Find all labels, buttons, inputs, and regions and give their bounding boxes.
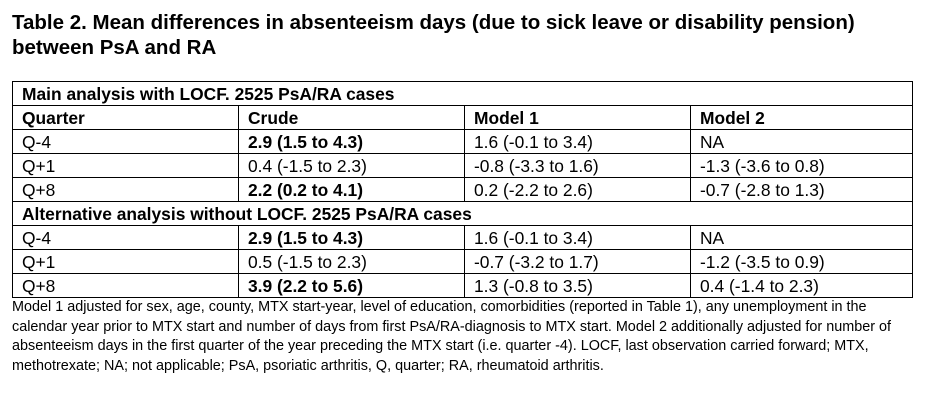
model1-cell: 1.6 (-0.1 to 3.4) bbox=[465, 130, 691, 154]
crude-cell: 2.9 (1.5 to 4.3) bbox=[239, 226, 465, 250]
model2-cell: 0.4 (-1.4 to 2.3) bbox=[691, 274, 913, 298]
crude-cell: 0.4 (-1.5 to 2.3) bbox=[239, 154, 465, 178]
section-heading: Main analysis with LOCF. 2525 PsA/RA cases bbox=[13, 82, 913, 106]
quarter-cell: Q+1 bbox=[13, 250, 239, 274]
quarter-cell: Q+8 bbox=[13, 274, 239, 298]
quarter-cell: Q+8 bbox=[13, 178, 239, 202]
column-header-quarter: Quarter bbox=[13, 106, 239, 130]
model1-cell: -0.8 (-3.3 to 1.6) bbox=[465, 154, 691, 178]
model2-cell: -0.7 (-2.8 to 1.3) bbox=[691, 178, 913, 202]
model1-cell: 1.6 (-0.1 to 3.4) bbox=[465, 226, 691, 250]
crude-cell: 0.5 (-1.5 to 2.3) bbox=[239, 250, 465, 274]
column-header-model2: Model 2 bbox=[691, 106, 913, 130]
table-row bbox=[13, 250, 913, 274]
model2-cell: -1.2 (-3.5 to 0.9) bbox=[691, 250, 913, 274]
results-table bbox=[12, 81, 913, 298]
crude-cell: 2.2 (0.2 to 4.1) bbox=[239, 178, 465, 202]
model1-cell: 1.3 (-0.8 to 3.5) bbox=[465, 274, 691, 298]
table-row bbox=[13, 274, 913, 298]
column-header-row bbox=[13, 106, 913, 130]
crude-cell: 3.9 (2.2 to 5.6) bbox=[239, 274, 465, 298]
section-heading-row bbox=[13, 202, 913, 226]
table-row bbox=[13, 154, 913, 178]
table-title: Table 2. Mean differences in absenteeism days (due to sick leave or disability pension) between PsA and RA bbox=[12, 11, 855, 59]
table-row bbox=[13, 226, 913, 250]
model2-cell: NA bbox=[691, 130, 913, 154]
model2-cell: NA bbox=[691, 226, 913, 250]
table-row bbox=[13, 130, 913, 154]
section-heading-row bbox=[13, 82, 913, 106]
model2-cell: -1.3 (-3.6 to 0.8) bbox=[691, 154, 913, 178]
quarter-cell: Q-4 bbox=[13, 130, 239, 154]
table-row bbox=[13, 178, 913, 202]
model1-cell: 0.2 (-2.2 to 2.6) bbox=[465, 178, 691, 202]
column-header-model1: Model 1 bbox=[465, 106, 691, 130]
model1-cell: -0.7 (-3.2 to 1.7) bbox=[465, 250, 691, 274]
column-header-crude: Crude bbox=[239, 106, 465, 130]
quarter-cell: Q-4 bbox=[13, 226, 239, 250]
table-footnote: Model 1 adjusted for sex, age, county, MTX start-year, level of education, comorbidities (reported in Table 1), any unemployment in the calendar year prior to MTX start and number of days from first PsA/RA-diagnosis to MTX start. Model 2 additionally adjusted for number of absenteeism days in the first quarter of the year preceding the MTX start (i.e. quarter -4). LOCF, last observation carried forward; MTX, methotrexate; NA; not applicable; PsA, psoriatic arthritis, Q, quarter; RA, rheumatoid arthritis. bbox=[12, 299, 892, 374]
section-heading: Alternative analysis without LOCF. 2525 PsA/RA cases bbox=[13, 202, 913, 226]
quarter-cell: Q+1 bbox=[13, 154, 239, 178]
crude-cell: 2.9 (1.5 to 4.3) bbox=[239, 130, 465, 154]
